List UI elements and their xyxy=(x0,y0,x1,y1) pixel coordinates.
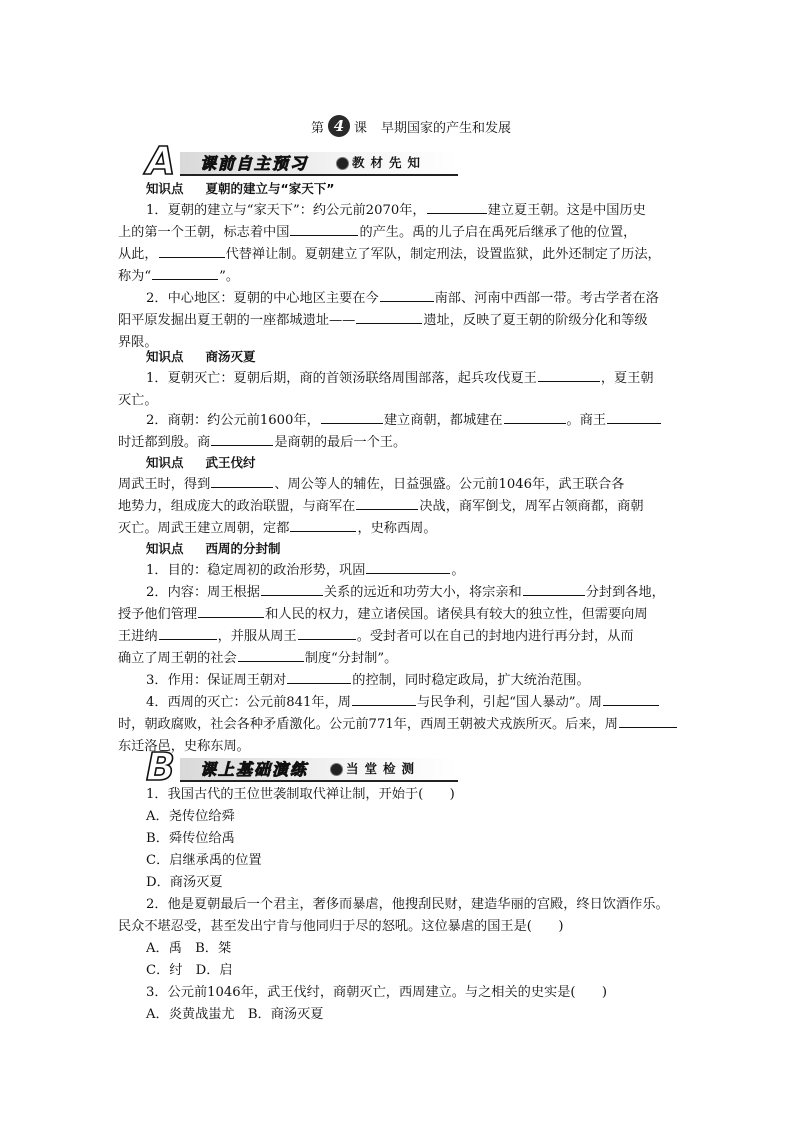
answer-option[interactable]: C．纣 D．启 xyxy=(146,963,233,978)
fill-blank[interactable] xyxy=(538,368,600,382)
paragraph-line: 2．中心地区：夏朝的中心地区主要在今 南部、河南中西部一带。考古学者在洛 xyxy=(146,288,659,310)
paragraph-line: 上的第一个王朝，标志着中国 的产生。禹的儿子启在禹死后继承了他的位置， xyxy=(118,222,636,244)
fill-blank[interactable] xyxy=(152,266,218,280)
title-suffix: 课 xyxy=(354,120,368,136)
paragraph-line: 时迁都到殷。商 是商朝的最后一个王。 xyxy=(118,432,406,454)
answer-option[interactable]: A．炎黄战蚩尤 B．商汤灭夏 xyxy=(146,1007,324,1022)
paragraph-line: 周武王时，得到 、周公等人的辅佐，日益强盛。公元前1046年，武王联合各 xyxy=(118,474,624,496)
question-stem: 民众不堪忍受，甚至发出宁肯与他同归于尽的怒吼。这位暴虐的国王是( ) xyxy=(118,919,564,934)
question-stem: 3．公元前1046年，武王伐纣，商朝灭亡，西周建立。与之相关的史实是( ) xyxy=(146,985,608,1000)
paragraph-line: 1．夏朝灭亡：夏朝后期，商的首领汤联络周围部落，起兵攻伐夏王 ，夏王朝 xyxy=(146,368,654,390)
fill-blank[interactable] xyxy=(356,310,422,324)
paragraph-line: 确立了周王朝的社会 制度“分封制”。 xyxy=(118,648,397,670)
paragraph-line: 阳平原发掘出夏王朝的一座都城遗址—— 遗址，反映了夏王朝的阶级分化和等级 xyxy=(118,310,648,332)
paragraph-line: 时，朝政腐败，社会各种矛盾激化。公元前771年，西周王朝被犬戎族所灭。后来，周 xyxy=(118,714,678,736)
title-prefix: 第 xyxy=(311,120,325,136)
lesson-number-badge: 4 xyxy=(328,115,350,137)
fill-blank[interactable] xyxy=(159,626,217,640)
fill-blank[interactable] xyxy=(287,670,351,684)
paragraph-line: 东迁洛邑，史称东周。 xyxy=(118,739,250,754)
fill-blank[interactable] xyxy=(159,244,225,258)
lesson-title xyxy=(311,114,511,138)
fill-blank[interactable] xyxy=(504,410,566,424)
fill-blank[interactable] xyxy=(603,692,659,706)
paragraph-line: 王进纳 ，并服从周王 。受封者可以在自己的封地内进行再分封，从而 xyxy=(118,626,634,648)
paragraph-line: 1．目的：稳定周初的政治形势，巩固 。 xyxy=(146,560,465,582)
banner-letter: A xyxy=(146,139,174,183)
paragraph-line: 灭亡。周武王建立周朝，定都 ，史称西周。 xyxy=(118,518,437,540)
paragraph-line: 2．内容：周王根据 关系的远近和功劳大小，将宗亲和 分封到各地， xyxy=(146,582,665,604)
fill-blank[interactable] xyxy=(321,410,383,424)
paragraph-line: 4．西周的灭亡：公元前841年，周 与民争利，引起“国人暴动”。周 xyxy=(146,692,660,714)
banner-subheading: 教材先知 xyxy=(352,155,427,170)
knowledge-point-heading: 知识点 武王伐纣 xyxy=(146,455,256,470)
paragraph-line: 称为“ ”。 xyxy=(118,266,239,288)
fill-blank[interactable] xyxy=(607,410,661,424)
fill-blank[interactable] xyxy=(238,648,304,662)
paragraph-line: 界限。 xyxy=(118,335,158,350)
answer-option[interactable]: A．尧传位给舜 xyxy=(146,809,235,824)
banner-heading: 课上基础演练 xyxy=(200,760,309,779)
answer-option[interactable]: C．启继承禹的位置 xyxy=(146,853,262,868)
section-banner-a xyxy=(146,139,458,183)
banner-heading: 课前自主预习 xyxy=(200,154,309,173)
question-stem: 2．他是夏朝最后一个君主，奢侈而暴虐，他搜刮民财，建造华丽的宫殿，终日饮酒作乐。 xyxy=(146,897,669,912)
answer-option[interactable]: A．禹 B．桀 xyxy=(146,941,232,956)
knowledge-point-heading: 知识点 商汤灭夏 xyxy=(146,349,256,364)
fill-blank[interactable] xyxy=(352,692,416,706)
question-stem: 1．我国古代的王位世袭制取代禅让制，开始于( ) xyxy=(146,787,455,802)
fill-blank[interactable] xyxy=(619,714,677,728)
answer-option[interactable]: D．商汤灭夏 xyxy=(146,875,223,890)
title-text: 早期国家的产生和发展 xyxy=(381,120,512,136)
fill-blank[interactable] xyxy=(356,496,418,510)
banner-subheading: 当堂检测 xyxy=(346,761,421,776)
fill-blank[interactable] xyxy=(366,560,450,574)
fill-blank[interactable] xyxy=(298,626,356,640)
section-banner-b xyxy=(146,745,458,789)
paragraph-line: 从此， 代替禅让制。夏朝建立了军队，制定刑法，设置监狱，此外还制定了历法， xyxy=(118,244,661,266)
paragraph-line: 3．作用：保证周王朝对 的控制，同时稳定政局，扩大统治范围。 xyxy=(146,670,590,692)
fill-blank[interactable] xyxy=(427,200,487,214)
bullet-dot-icon xyxy=(336,157,349,170)
fill-blank[interactable] xyxy=(261,582,323,596)
fill-blank[interactable] xyxy=(290,222,358,236)
fill-blank[interactable] xyxy=(211,474,273,488)
fill-blank[interactable] xyxy=(523,582,585,596)
answer-option[interactable]: B．舜传位给禹 xyxy=(146,831,235,846)
paragraph-line: 1．夏朝的建立与“家天下”：约公元前2070年， 建立夏王朝。这是中国历史 xyxy=(146,200,646,222)
knowledge-point-heading: 知识点 西周的分封制 xyxy=(146,541,281,556)
fill-blank[interactable] xyxy=(198,604,264,618)
fill-blank[interactable] xyxy=(211,432,273,446)
paragraph-line: 授予他们管理 和人民的权力，建立诸侯国。诸侯具有较大的独立性，但需要向周 xyxy=(118,604,648,626)
fill-blank[interactable] xyxy=(290,518,356,532)
fill-blank[interactable] xyxy=(380,288,434,302)
paragraph-line: 2．商朝：约公元前1600年， 建立商朝，都城建在 。商王 xyxy=(146,410,662,432)
paragraph-line: 灭亡。 xyxy=(118,393,158,408)
paragraph-line: 地势力，组成庞大的政治联盟，与商军在 决战，商军倒戈，周军占领商都，商朝 xyxy=(118,496,644,518)
bullet-dot-icon xyxy=(330,763,343,776)
banner-letter: B xyxy=(146,745,173,789)
knowledge-point-heading: 知识点 夏朝的建立与“家天下” xyxy=(146,181,335,196)
